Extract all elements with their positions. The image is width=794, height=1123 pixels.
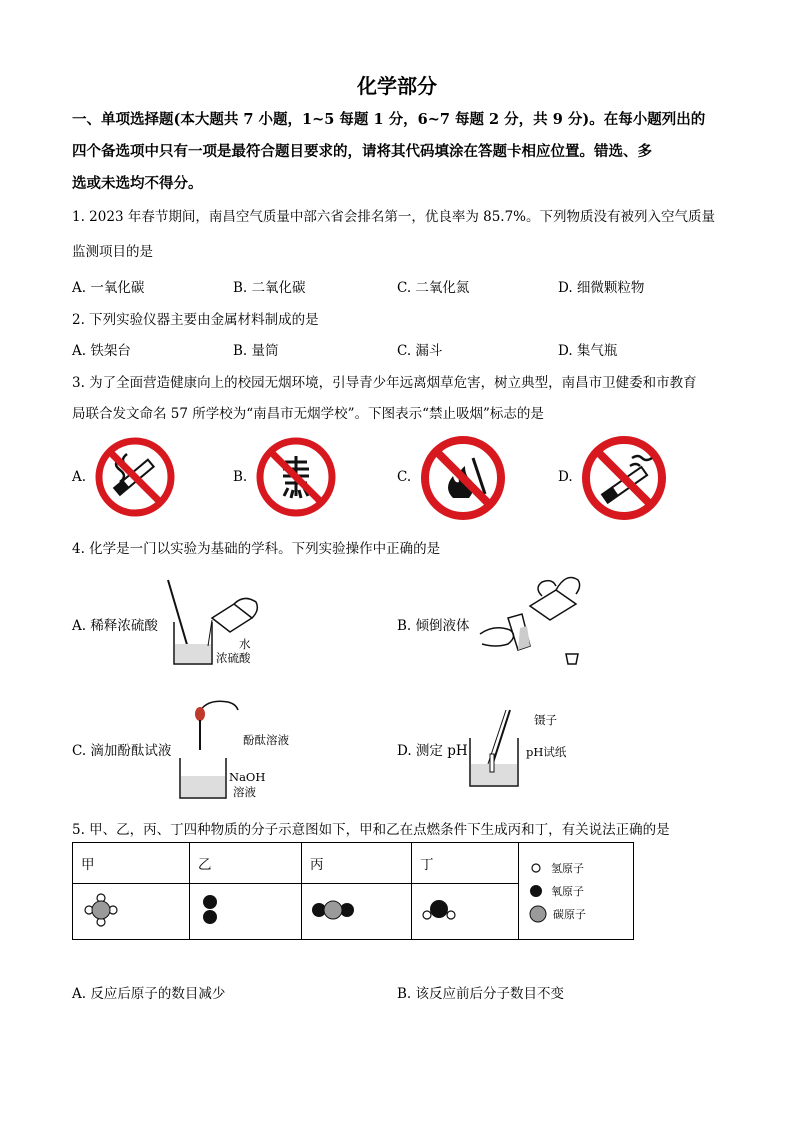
q3-label-d: D. (558, 469, 573, 485)
no-smoking-sign-a (94, 436, 176, 518)
ph-test-figure (466, 706, 526, 790)
header-jia: 甲 (73, 843, 190, 884)
legend-carbon: 碳原子 (529, 903, 633, 926)
water-molecule-icon (420, 895, 460, 925)
q2-option-a: A. 铁架台 (72, 343, 131, 359)
legend-cell (519, 843, 634, 940)
molecule-yi-cell (190, 884, 302, 940)
header-ding: 丁 (412, 843, 519, 884)
molecule-ding-cell (412, 884, 519, 940)
header-bing: 丙 (302, 843, 412, 884)
q4-option-a: A. 稀释浓硫酸 (72, 618, 158, 634)
pouring-liquid-figure (470, 566, 590, 670)
no-fireworks-sign-b (255, 436, 337, 518)
label-ph-paper: pH试纸 (526, 745, 567, 759)
q5-stem: 5. 甲、乙，丙、丁四种物质的分子示意图如下，甲和乙在点燃条件下生成丙和丁，有关说法正确的是 (72, 822, 670, 838)
molecule-jia-cell (73, 884, 190, 940)
q1-option-b: B. 二氧化碳 (233, 280, 306, 296)
legend-hydrogen: 氢原子 (529, 857, 633, 880)
q1-option-c: C. 二氧化氮 (397, 280, 470, 296)
methane-molecule-icon (81, 890, 121, 930)
q3-label-b: B. (233, 469, 248, 485)
q4-option-b: B. 倾倒液体 (397, 618, 470, 634)
q4-option-d: D. 测定 pH (397, 743, 468, 759)
q4-option-c: C. 滴加酚酞试液 (72, 743, 172, 759)
oxygen-atom-icon (529, 884, 543, 898)
label-naoh: NaOH (229, 770, 266, 784)
q1-stem-line1: 1. 2023 年春节期间，南昌空气质量中部六省会排名第一，优良率为 85.7%。下列物质没有被列入空气质量 (72, 209, 715, 225)
page-title: 化学部分 (357, 74, 437, 98)
q5-option-a: A. 反应后原子的数目减少 (72, 986, 226, 1002)
q3-stem-line1: 3. 为了全面营造健康向上的校园无烟环境，引导青少年远离烟草危害，树立典型，南昌市卫健委和市教育 (72, 375, 697, 391)
q3-stem-line2: 局联合发文命名 57 所学校为“南昌市无烟学校”。下图表示“禁止吸烟”标志的是 (72, 406, 544, 422)
label-tweezers: 镊子 (534, 713, 557, 727)
q4-stem: 4. 化学是一门以实验为基础的学科。下列实验操作中正确的是 (72, 541, 441, 557)
q1-option-a: A. 一氧化碳 (72, 280, 145, 296)
molecule-table (72, 842, 634, 940)
no-smoking-sign-d (580, 434, 668, 522)
q1-stem-line2: 监测项目的是 (72, 244, 153, 260)
label-phenolphthalein: 酚酞溶液 (243, 733, 289, 747)
hydrogen-atom-icon (529, 861, 543, 875)
molecule-bing-cell (302, 884, 412, 940)
label-conc-acid: 浓硫酸 (216, 651, 251, 665)
q3-label-c: C. (397, 469, 412, 485)
label-solution: 溶液 (233, 785, 256, 799)
section-heading-line2: 四个备选项中只有一项是最符合题目要求的，请将其代码填涂在答题卡相应位置。错选、多 (72, 143, 652, 160)
carbon-atom-icon (529, 905, 547, 923)
label-water: 水 (239, 637, 251, 651)
carbon-dioxide-molecule-icon (310, 895, 356, 925)
header-yi: 乙 (190, 843, 302, 884)
q1-option-d: D. 细微颗粒物 (558, 280, 645, 296)
q2-option-c: C. 漏斗 (397, 343, 443, 359)
section-heading-line3: 选或未选均不得分。 (72, 175, 203, 192)
legend-oxygen: 氧原子 (529, 880, 633, 903)
diluting-acid-figure (160, 578, 270, 670)
no-open-flame-sign-c (419, 434, 507, 522)
oxygen-molecule-icon (200, 890, 220, 930)
q3-label-a: A. (72, 469, 87, 485)
q2-option-d: D. 集气瓶 (558, 343, 618, 359)
q2-stem: 2. 下列实验仪器主要由金属材料制成的是 (72, 312, 319, 328)
q2-option-b: B. 量筒 (233, 343, 279, 359)
section-heading-line1: 一、单项选择题(本大题共 7 小题，1~5 每题 1 分，6~7 每题 2 分，共 9 分)。在每小题列出的 (72, 111, 706, 128)
q5-option-b: B. 该反应前后分子数目不变 (397, 986, 565, 1002)
